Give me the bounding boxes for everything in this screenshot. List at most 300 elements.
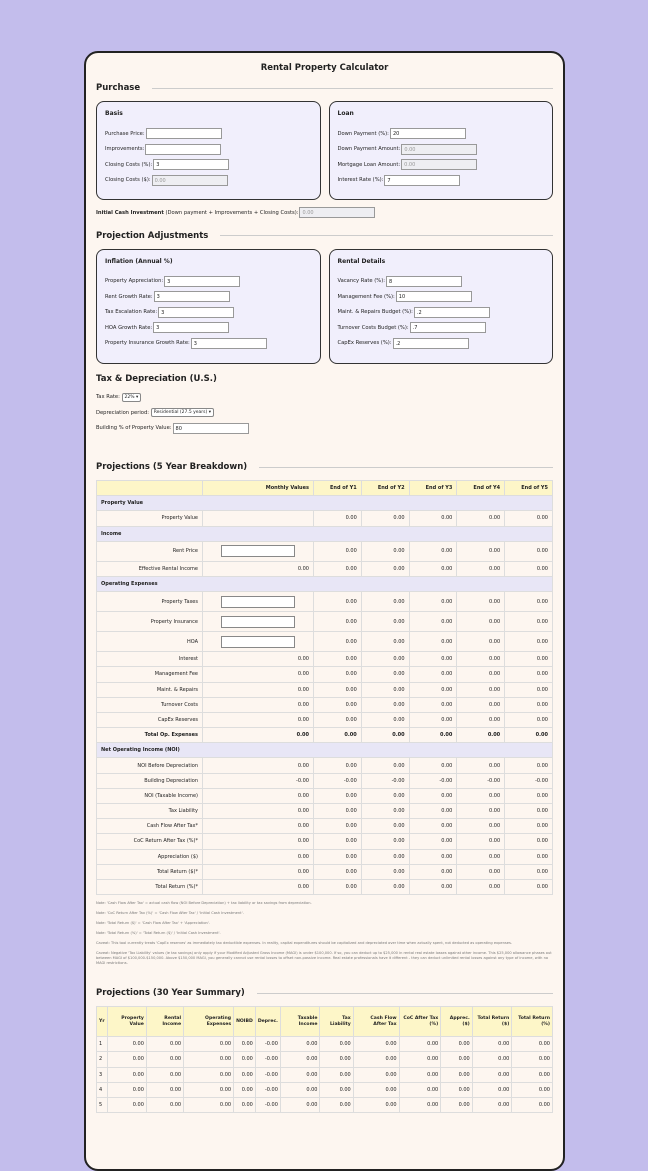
cell: 0.00 [409, 561, 457, 576]
col-header: Apprec. ($) [441, 1007, 473, 1037]
cell: 0.00 [203, 712, 314, 727]
cell: 0.00 [234, 1082, 256, 1097]
col-header: Property Value [107, 1007, 146, 1037]
cell: 0.00 [107, 1082, 146, 1097]
cell: 4 [97, 1082, 108, 1097]
cell: 0.00 [107, 1097, 146, 1112]
row-label: Property Insurance [97, 612, 203, 632]
monthly-input[interactable] [221, 596, 295, 608]
table-row [97, 1082, 553, 1097]
cell: 0.00 [457, 728, 505, 743]
row-label: NOI (Taxable Income) [97, 788, 203, 803]
table-row [97, 612, 553, 632]
cell: 0.00 [107, 1067, 146, 1082]
row-label: Property Value [97, 511, 203, 526]
table-row [97, 592, 553, 612]
rental-details-card [329, 249, 554, 364]
dep-period-value: Residential (27.5 years) [153, 410, 208, 416]
table-row [97, 667, 553, 682]
col-header: Rental Income [146, 1007, 183, 1037]
cell: 0.00 [353, 1067, 399, 1082]
down-pct-label: Down Payment (%): [337, 130, 389, 137]
cell: 0.00 [313, 541, 361, 561]
col-header: Taxable Income [280, 1007, 320, 1037]
basis-heading: Basis [105, 110, 123, 117]
cell: 0.00 [472, 1052, 512, 1067]
cell: 0.00 [457, 804, 505, 819]
cell: 0.00 [313, 561, 361, 576]
cell: 0.00 [457, 561, 505, 576]
table-row [97, 682, 553, 697]
cell: 0.00 [146, 1082, 183, 1097]
initial-cash-label: (Down payment + Improvements + Closing Costs): [163, 209, 299, 216]
cell: 0.00 [361, 712, 409, 727]
rate-input[interactable]: 7 [384, 175, 460, 186]
cell: 0.00 [313, 712, 361, 727]
hoa-growth-input[interactable]: 3 [153, 322, 229, 333]
purchase-price-input[interactable] [146, 128, 222, 139]
cell: 0.00 [512, 1067, 553, 1082]
cell: 0.00 [409, 864, 457, 879]
cell: 0.00 [409, 804, 457, 819]
table-row [97, 819, 553, 834]
cell: 0.00 [313, 682, 361, 697]
cell: 0.00 [203, 879, 314, 894]
row-label: Management Fee [97, 667, 203, 682]
appreciation-label: Property Appreciation: [105, 278, 164, 285]
cell: 0.00 [505, 879, 553, 894]
row-label: HOA [97, 632, 203, 652]
cell: 0.00 [313, 864, 361, 879]
cell [203, 612, 314, 632]
col-header: End of Y4 [457, 481, 505, 496]
purchase-heading: Purchase [96, 83, 141, 93]
inflation-heading: Inflation (Annual %) [105, 257, 173, 265]
cell: 0.00 [472, 1097, 512, 1112]
monthly-input[interactable] [221, 616, 295, 628]
cell: 0.00 [320, 1052, 353, 1067]
tax-rate-label: Tax Rate: [96, 394, 120, 401]
cell: 0.00 [409, 788, 457, 803]
table-row [97, 541, 553, 561]
cell: 0.00 [505, 864, 553, 879]
cell: 0.00 [409, 879, 457, 894]
rate-label: Interest Rate (%): [337, 177, 384, 184]
table-row [97, 758, 553, 773]
maint-budget-label: Maint. & Repairs Budget (%): [337, 309, 413, 316]
cell: 0.00 [203, 728, 314, 743]
table-row [97, 773, 553, 788]
table-row [97, 849, 553, 864]
table-row [97, 712, 553, 727]
cell: 0.00 [313, 667, 361, 682]
building-pct-label: Building % of Property Value: [96, 425, 172, 432]
cell: 0.00 [409, 712, 457, 727]
table-row [97, 697, 553, 712]
cell: 0.00 [409, 834, 457, 849]
cell: 0.00 [184, 1082, 234, 1097]
table-row [97, 728, 553, 743]
cell: 0.00 [505, 758, 553, 773]
hoa-growth-label: HOA Growth Rate: [105, 324, 153, 331]
cell: 0.00 [457, 834, 505, 849]
dep-period-select[interactable] [151, 408, 214, 417]
cell: 0.00 [512, 1052, 553, 1067]
purchase-price-label: Purchase Price: [105, 130, 145, 137]
cell: 0.00 [457, 819, 505, 834]
cell: 0.00 [361, 728, 409, 743]
cell: 0.00 [353, 1037, 399, 1052]
cell: 0.00 [313, 849, 361, 864]
cell: 0.00 [280, 1097, 320, 1112]
cell: 0.00 [361, 697, 409, 712]
cell: 0.00 [313, 879, 361, 894]
cell: -0.00 [361, 773, 409, 788]
inflation-card [96, 249, 321, 364]
cell: 0.00 [203, 561, 314, 576]
cell: 0.00 [457, 541, 505, 561]
col-header: End of Y5 [505, 481, 553, 496]
cell: -0.00 [255, 1052, 280, 1067]
cell: 0.00 [457, 864, 505, 879]
cell: 0.00 [361, 819, 409, 834]
adjustments-heading: Projection Adjustments [96, 230, 209, 241]
row-label: Effective Rental Income [97, 561, 203, 576]
closing-dollar-output: 0.00 [152, 175, 228, 186]
note: Caveat: Negative 'Tax Liability' values (ie tax savings) only apply if your Modified Adjusted Gross Income (MAGI) is under $100,000. If so, you can deduct up to $25,000 in rental real estate losses against other income. This $25,000 allowance phases out between MAGI of $100,000-$150,000. Above $150,000 MAGI, you generally cannot use rental losses to offset non-passive income. Real estate professionals have it different - they can deduct unlimited rental losses against any type of income, with no MAGI restrictions. [96, 951, 552, 966]
cell: 0.00 [184, 1067, 234, 1082]
cell: 0.00 [184, 1037, 234, 1052]
col-header: Total Return (%) [512, 1007, 553, 1037]
capex-reserves-label: CapEx Reserves (%): [337, 340, 392, 347]
tax-escalation-label: Tax Escalation Rate: [105, 309, 158, 316]
col-header: NOIBD [234, 1007, 256, 1037]
cell: 0.00 [409, 592, 457, 612]
row-label: Building Depreciation [97, 773, 203, 788]
cell: 0.00 [313, 758, 361, 773]
cell: 0.00 [457, 667, 505, 682]
page-title: Rental Property Calculator [260, 63, 389, 73]
chevron-down-icon: ▾ [208, 410, 211, 416]
cell: 0.00 [234, 1052, 256, 1067]
capex-reserves-input[interactable]: .2 [393, 338, 469, 349]
row-label: Tax Liability [97, 804, 203, 819]
table-row [97, 804, 553, 819]
rent-growth-input[interactable]: 3 [154, 291, 230, 302]
basis-card [96, 101, 321, 200]
dep-period-label: Depreciation period: [96, 409, 150, 416]
cell: 0.00 [409, 667, 457, 682]
cell: -0.00 [457, 773, 505, 788]
table-row [97, 1037, 553, 1052]
cell: 0.00 [472, 1037, 512, 1052]
row-label: Turnover Costs [97, 697, 203, 712]
cell: 0.00 [361, 632, 409, 652]
cell: 0.00 [146, 1037, 183, 1052]
cell: 0.00 [146, 1067, 183, 1082]
cell: 0.00 [505, 561, 553, 576]
closing-pct-input[interactable]: 3 [153, 159, 229, 170]
cell: 0.00 [320, 1037, 353, 1052]
row-label: Total Return ($)* [97, 864, 203, 879]
table-row [97, 879, 553, 894]
cell: 0.00 [457, 849, 505, 864]
row-label: Rent Price [97, 541, 203, 561]
app-window [84, 51, 565, 1171]
cell: 0.00 [361, 667, 409, 682]
cell: 0.00 [203, 758, 314, 773]
tax-escalation-input[interactable]: 3 [158, 307, 234, 318]
row-label: Total Return (%)* [97, 879, 203, 894]
cell: 0.00 [313, 819, 361, 834]
cell: 0.00 [409, 819, 457, 834]
cell: 0.00 [313, 592, 361, 612]
cell: 0.00 [505, 667, 553, 682]
cell: 0.00 [313, 788, 361, 803]
cell: 0.00 [399, 1052, 441, 1067]
cell: 0.00 [313, 612, 361, 632]
cell: 0.00 [409, 632, 457, 652]
cell: 0.00 [457, 682, 505, 697]
cell: 0.00 [280, 1052, 320, 1067]
cell: 0.00 [399, 1037, 441, 1052]
cell [203, 541, 314, 561]
row-label: Appreciation ($) [97, 849, 203, 864]
cell: 0.00 [203, 667, 314, 682]
cell: 0.00 [361, 864, 409, 879]
monthly-input[interactable] [221, 636, 295, 648]
cell: 0.00 [505, 728, 553, 743]
col-header: End of Y2 [361, 481, 409, 496]
cell: 0.00 [203, 834, 314, 849]
cell: 0.00 [409, 758, 457, 773]
cell: 1 [97, 1037, 108, 1052]
table-row [97, 561, 553, 576]
row-label: Property Taxes [97, 592, 203, 612]
table-row [97, 788, 553, 803]
cell: 0.00 [184, 1052, 234, 1067]
vacancy-input[interactable]: 8 [386, 276, 462, 287]
col-header: Deprec. [255, 1007, 280, 1037]
cell: 0.00 [472, 1067, 512, 1082]
cell: 0.00 [361, 652, 409, 667]
cell: 0.00 [505, 541, 553, 561]
note: Caveat: This tool currently treats 'CapEx reserves' as immediately tax deductible expenses. In reality, capital expenditures should be capitalized and depreciated over time when actually spent, not deducted as operating expenses. [96, 941, 512, 946]
cell: -0.00 [505, 773, 553, 788]
cell: 0.00 [320, 1082, 353, 1097]
cell: 0.00 [457, 879, 505, 894]
appreciation-input[interactable]: 3 [164, 276, 240, 287]
closing-pct-label: Closing Costs (%): [105, 161, 153, 168]
cell: 0.00 [409, 728, 457, 743]
cell: 0.00 [361, 849, 409, 864]
monthly-input[interactable] [221, 545, 295, 557]
col-header: End of Y1 [313, 481, 361, 496]
management-fee-input[interactable]: 10 [396, 291, 472, 302]
cell: 0.00 [203, 682, 314, 697]
cell: 0.00 [320, 1067, 353, 1082]
chevron-down-icon: ▾ [135, 394, 139, 400]
cell: 0.00 [361, 804, 409, 819]
cell: 0.00 [505, 834, 553, 849]
col-header: CoC After Tax (%) [399, 1007, 441, 1037]
col-header: Cash Flow After Tax [353, 1007, 399, 1037]
cell: 0.00 [505, 788, 553, 803]
cell: 0.00 [457, 712, 505, 727]
note: Note: 'Total Return (%)' = 'Total Return ($)' / 'Initial Cash Investment'. [96, 931, 221, 936]
cell: 0.00 [457, 697, 505, 712]
table-row [97, 1097, 553, 1112]
insurance-growth-label: Property Insurance Growth Rate: [105, 340, 190, 347]
cell: 0.00 [203, 804, 314, 819]
cell: 0.00 [361, 592, 409, 612]
cell: 0.00 [409, 541, 457, 561]
loan-heading: Loan [337, 110, 354, 117]
down-amount-output: 0.00 [401, 144, 477, 155]
table-row [97, 1052, 553, 1067]
cell: 0.00 [505, 804, 553, 819]
cell: 0.00 [234, 1037, 256, 1052]
cell: 0.00 [320, 1097, 353, 1112]
cell: 0.00 [409, 849, 457, 864]
table-row [97, 834, 553, 849]
row-label: CoC Return After Tax (%)* [97, 834, 203, 849]
cell: -0.00 [409, 773, 457, 788]
cell: 0.00 [313, 632, 361, 652]
col-header: Operating Expenses [184, 1007, 234, 1037]
col-header [97, 481, 203, 496]
cell: 0.00 [353, 1052, 399, 1067]
cell: 0.00 [313, 728, 361, 743]
cell: 0.00 [361, 541, 409, 561]
proj30-table [96, 1006, 553, 1113]
cell: -0.00 [313, 773, 361, 788]
proj30-heading: Projections (30 Year Summary) [96, 988, 245, 999]
cell: 0.00 [146, 1097, 183, 1112]
cell: 0.00 [280, 1082, 320, 1097]
cell: 0.00 [457, 758, 505, 773]
cell: 0.00 [146, 1052, 183, 1067]
cell: 0.00 [457, 612, 505, 632]
cell: 0.00 [505, 849, 553, 864]
cell: 0.00 [313, 804, 361, 819]
cell: 0.00 [441, 1052, 473, 1067]
cell: 0.00 [234, 1097, 256, 1112]
cell: 0.00 [234, 1067, 256, 1082]
cell: 0.00 [203, 864, 314, 879]
cell: 0.00 [457, 511, 505, 526]
cell: 0.00 [313, 511, 361, 526]
col-header: Monthly Values [203, 481, 314, 496]
proj5-table [96, 480, 553, 895]
cell: 0.00 [457, 652, 505, 667]
cell: 0.00 [441, 1037, 473, 1052]
cell: 2 [97, 1052, 108, 1067]
cell: 0.00 [409, 682, 457, 697]
cell: 0.00 [512, 1037, 553, 1052]
tax-rate-select[interactable] [122, 393, 142, 402]
cell: 0.00 [361, 682, 409, 697]
cell: 0.00 [203, 788, 314, 803]
note: Note: 'Total Return ($)' = 'Cash Flow After Tax' + 'Appreciation'. [96, 921, 210, 926]
row-label: NOI Before Depreciation [97, 758, 203, 773]
cell: 0.00 [505, 632, 553, 652]
cell: -0.00 [255, 1067, 280, 1082]
cell [203, 592, 314, 612]
cell: 0.00 [505, 682, 553, 697]
group-row [97, 496, 553, 511]
cell: 0.00 [399, 1082, 441, 1097]
maint-budget-input[interactable]: .2 [414, 307, 490, 318]
cell: 0.00 [505, 592, 553, 612]
cell: 0.00 [313, 834, 361, 849]
cell: 0.00 [441, 1097, 473, 1112]
cell: 0.00 [399, 1067, 441, 1082]
cell: 0.00 [505, 511, 553, 526]
cell: 0.00 [361, 511, 409, 526]
note: Note: 'CoC Return After Tax (%)' = 'Cash Flow After Tax' / 'Initial Cash Investment'. [96, 911, 244, 916]
cell: 0.00 [505, 652, 553, 667]
improvements-label: Improvements: [105, 146, 145, 153]
cell: 0.00 [409, 652, 457, 667]
cell: 0.00 [353, 1097, 399, 1112]
col-header: Total Return ($) [472, 1007, 512, 1037]
col-header: Yr [97, 1007, 108, 1037]
improvements-input[interactable] [145, 144, 221, 155]
cell: 0.00 [361, 758, 409, 773]
cell: 0.00 [184, 1097, 234, 1112]
row-label: Maint. & Repairs [97, 682, 203, 697]
cell: 0.00 [361, 612, 409, 632]
mortgage-output: 0.00 [401, 159, 477, 170]
cell: 0.00 [472, 1082, 512, 1097]
cell: 0.00 [512, 1097, 553, 1112]
table-row [97, 632, 553, 652]
building-pct-input[interactable]: 80 [173, 423, 249, 434]
note: Note: 'Cash Flow After Tax' = actual cash flow (NOI Before Depreciation) + tax liability or tax savings from depreciation. [96, 901, 312, 906]
down-pct-input[interactable]: 20 [390, 128, 466, 139]
cell [203, 511, 314, 526]
group-row [97, 576, 553, 591]
insurance-growth-input[interactable]: 3 [191, 338, 267, 349]
cell: 0.00 [361, 561, 409, 576]
cell: -0.00 [255, 1097, 280, 1112]
group-label: Operating Expenses [97, 576, 553, 591]
cell: -0.00 [255, 1082, 280, 1097]
cell [203, 632, 314, 652]
cell: 0.00 [361, 788, 409, 803]
cell: 0.00 [505, 612, 553, 632]
cell: 0.00 [203, 697, 314, 712]
cell: 0.00 [107, 1037, 146, 1052]
cell: 0.00 [441, 1067, 473, 1082]
col-header: End of Y3 [409, 481, 457, 496]
cell: -0.00 [203, 773, 314, 788]
cell: 0.00 [441, 1082, 473, 1097]
cell: 0.00 [313, 652, 361, 667]
group-label: Property Value [97, 496, 553, 511]
cell: 0.00 [457, 632, 505, 652]
turnover-budget-input[interactable]: .7 [410, 322, 486, 333]
row-label: Cash Flow After Tax* [97, 819, 203, 834]
cell: 0.00 [512, 1082, 553, 1097]
cell: 0.00 [399, 1097, 441, 1112]
loan-card [329, 101, 554, 200]
initial-cash-label-bold: Initial Cash Investment [96, 209, 164, 216]
group-row [97, 743, 553, 758]
table-row [97, 511, 553, 526]
table-row [97, 652, 553, 667]
